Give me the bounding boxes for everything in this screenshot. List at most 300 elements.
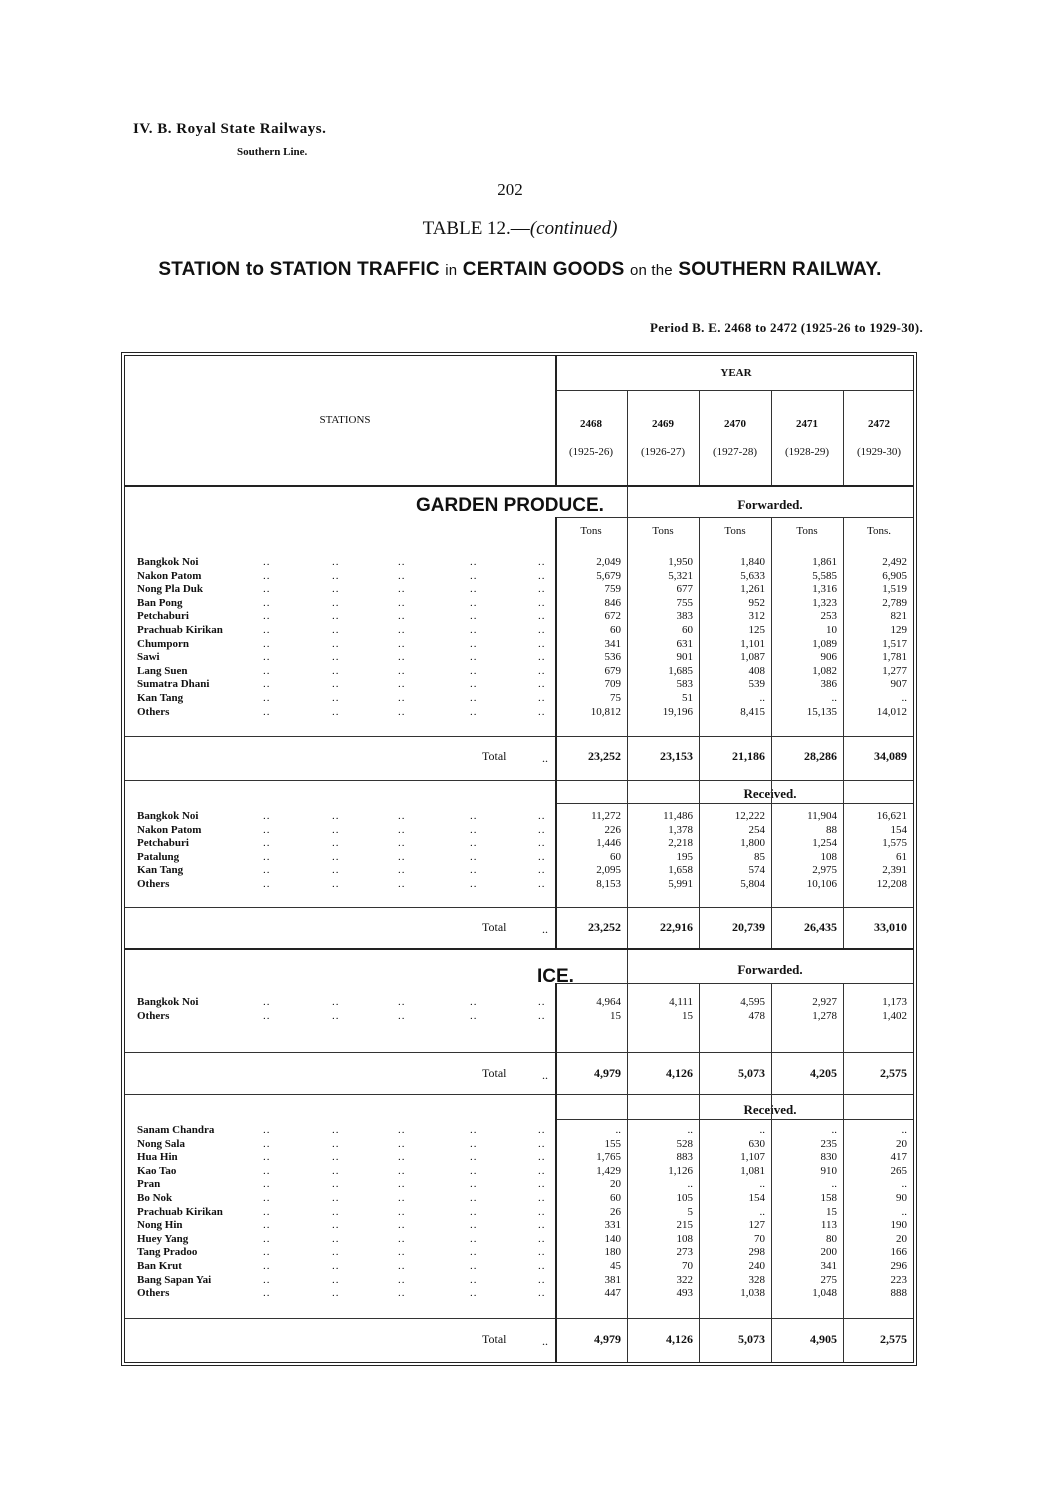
garden-fwd-leader-dots: .. <box>263 556 271 568</box>
garden-fwd-leader-dots: .. <box>332 624 340 636</box>
garden-fwd-cell-y2471: 10 <box>826 624 837 636</box>
ice-rec-leader-dots: .. <box>332 1287 340 1300</box>
garden-fwd-leader-dots: .. <box>332 596 340 609</box>
garden-fwd-leader-dots: .. <box>538 583 546 596</box>
rule-data-col4-ice <box>771 983 772 1362</box>
document-subheader: Southern Line. <box>237 146 308 158</box>
ice-rec-leader-dots: .. <box>332 1219 340 1232</box>
ice-rec-leader-dots: .. <box>263 1232 271 1245</box>
garden-rec-cell-y2469: 1,378 <box>668 823 693 836</box>
ice-rec-leader-dots: .. <box>538 1219 546 1232</box>
ice-rec-leader-dots: .. <box>538 1137 546 1150</box>
garden-fwd-leader-dots: .. <box>538 610 546 623</box>
ice-rec-cell-y2472: 20 <box>896 1232 907 1245</box>
ice-rec-cell-y2468: 45 <box>610 1260 621 1272</box>
garden-fwd-leader-dots: .. <box>538 624 546 636</box>
ice-rec-leader-dots: .. <box>538 1164 546 1177</box>
ice-fwd-cell-y2470: 478 <box>748 1009 765 1022</box>
ice-fwd-total-y2471: 4,205 <box>810 1066 837 1080</box>
ice-rec-leader-dots: .. <box>470 1205 478 1218</box>
ice-rec-leader-dots: .. <box>538 1246 546 1259</box>
garden-fwd-cell-y2472: 1,277 <box>882 664 907 677</box>
garden-fwd-cell-y2468: 341 <box>604 637 621 650</box>
garden-fwd-leader-dots: .. <box>332 556 340 568</box>
ice-rec-cell-y2470: 70 <box>754 1232 765 1245</box>
ice-fwd-total-label: Total <box>482 1066 507 1080</box>
garden-fwd-cell-y2472: 907 <box>890 678 907 691</box>
garden-fwd-leader-dots: .. <box>398 664 406 677</box>
ice-rec-leader-dots: .. <box>398 1151 406 1164</box>
ice-rec-cell-y2469: 883 <box>676 1151 693 1164</box>
garden-fwd-cell-y2469: 677 <box>676 583 693 596</box>
garden-fwd-cell-y2471: 1,089 <box>812 637 837 650</box>
ice-rec-cell-y2470: .. <box>759 1124 765 1136</box>
ice-rec-leader-dots: .. <box>398 1287 406 1300</box>
garden-fwd-cell-y2469: 631 <box>676 637 693 650</box>
garden-fwd-cell-y2472: 1,781 <box>882 651 907 664</box>
ice-rec-leader-dots: .. <box>470 1219 478 1232</box>
garden-rec-leader-dots: .. <box>470 850 478 863</box>
ice-rec-station-name: Hua Hin <box>137 1151 178 1164</box>
ice-rec-cell-y2468: 20 <box>610 1178 621 1191</box>
garden-rec-cell-y2468: 226 <box>604 823 621 836</box>
garden-fwd-leader-dots: .. <box>332 610 340 623</box>
unit-tons-4: Tons <box>796 525 818 537</box>
ice-fwd-leader-dots: .. <box>538 1009 546 1022</box>
year-ad-1927: (1927-28) <box>713 446 757 458</box>
garden-fwd-cell-y2471: 906 <box>820 651 837 664</box>
garden-rec-cell-y2472: 12,208 <box>876 878 907 890</box>
ice-rec-station-name: Ban Krut <box>137 1260 182 1272</box>
ice-rec-cell-y2471: 80 <box>826 1232 837 1245</box>
year-ad-1925: (1925-26) <box>569 446 613 458</box>
ice-rec-cell-y2470: 1,038 <box>740 1287 765 1300</box>
ice-rec-leader-dots: .. <box>332 1137 340 1150</box>
ice-rec-leader-dots: .. <box>470 1137 478 1150</box>
ice-rec-leader-dots: .. <box>332 1178 340 1191</box>
garden-fwd-cell-y2469: 901 <box>676 651 693 664</box>
garden-fwd-total-dots: .. <box>542 751 548 765</box>
garden-rec-cell-y2468: 2,095 <box>596 864 621 877</box>
ice-fwd-leader-dots: .. <box>470 996 478 1008</box>
garden-fwd-cell-y2471: 15,135 <box>806 705 837 718</box>
ice-rec-leader-dots: .. <box>263 1151 271 1164</box>
garden-rec-total-y2472: 33,010 <box>874 920 907 934</box>
rule-ice-rec <box>555 1119 913 1120</box>
garden-rec-cell-y2471: 2,975 <box>812 864 837 877</box>
garden-rec-total-y2468: 23,252 <box>588 920 621 934</box>
ice-rec-cell-y2471: 1,048 <box>812 1287 837 1300</box>
garden-fwd-leader-dots: .. <box>332 583 340 596</box>
ice-rec-cell-y2468: 331 <box>604 1219 621 1232</box>
garden-fwd-leader-dots: .. <box>398 569 406 582</box>
ice-rec-leader-dots: .. <box>538 1260 546 1272</box>
garden-fwd-leader-dots: .. <box>470 624 478 636</box>
ice-fwd-cell-y2472: 1,173 <box>882 996 907 1008</box>
garden-fwd-cell-y2470: 1,840 <box>740 556 765 568</box>
garden-rec-cell-y2471: 10,106 <box>806 878 837 890</box>
garden-fwd-cell-y2471: .. <box>831 692 837 704</box>
rule-data-col5-ice <box>843 983 844 1362</box>
garden-rec-cell-y2471: 1,254 <box>812 837 837 850</box>
ice-rec-cell-y2468: 140 <box>604 1232 621 1245</box>
garden-rec-leader-dots: .. <box>538 837 546 850</box>
ice-rec-leader-dots: .. <box>398 1219 406 1232</box>
garden-fwd-total-y2468: 23,252 <box>588 749 621 763</box>
garden-fwd-station-name: Kan Tang <box>137 692 184 704</box>
ice-rec-leader-dots: .. <box>398 1232 406 1245</box>
garden-fwd-station-name: Prachuab Kirikan <box>137 624 223 636</box>
rule-year <box>555 390 913 391</box>
garden-fwd-leader-dots: .. <box>470 678 478 691</box>
ice-rec-leader-dots: .. <box>263 1246 271 1259</box>
ice-rec-cell-y2470: .. <box>759 1178 765 1191</box>
garden-fwd-total-y2470: 21,186 <box>732 749 765 763</box>
garden-received-label: Received. <box>743 786 797 801</box>
garden-fwd-cell-y2468: 536 <box>604 651 621 664</box>
garden-rec-station-name: Petchaburi <box>137 837 189 850</box>
ice-rec-leader-dots: .. <box>398 1205 406 1218</box>
ice-rec-total-y2470: 5,073 <box>738 1332 765 1346</box>
rule-garden-rec-total-top <box>125 907 913 908</box>
garden-fwd-station-name: Sawi <box>137 651 160 664</box>
garden-fwd-cell-y2471: 1,316 <box>812 583 837 596</box>
garden-fwd-cell-y2471: 5,585 <box>812 569 837 582</box>
ice-rec-station-name: Kao Tao <box>137 1164 177 1177</box>
garden-rec-leader-dots: .. <box>263 810 271 822</box>
ice-rec-leader-dots: .. <box>470 1151 478 1164</box>
ice-rec-cell-y2469: 105 <box>676 1192 693 1204</box>
garden-fwd-cell-y2470: 312 <box>748 610 765 623</box>
garden-fwd-leader-dots: .. <box>470 705 478 718</box>
garden-rec-leader-dots: .. <box>263 823 271 836</box>
ice-rec-leader-dots: .. <box>470 1192 478 1204</box>
ice-rec-leader-dots: .. <box>538 1287 546 1300</box>
title-in: in <box>445 262 458 279</box>
ice-rec-total-y2468: 4,979 <box>594 1332 621 1346</box>
ice-fwd-total-y2472: 2,575 <box>880 1066 907 1080</box>
garden-rec-total-dots: .. <box>542 922 548 936</box>
garden-fwd-cell-y2468: 672 <box>604 610 621 623</box>
ice-rec-leader-dots: .. <box>398 1246 406 1259</box>
ice-rec-cell-y2470: 328 <box>748 1273 765 1286</box>
garden-rec-total-y2470: 20,739 <box>732 920 765 934</box>
garden-fwd-leader-dots: .. <box>470 556 478 568</box>
ice-fwd-leader-dots: .. <box>263 1009 271 1022</box>
garden-fwd-cell-y2471: 1,323 <box>812 596 837 609</box>
garden-rec-leader-dots: .. <box>538 810 546 822</box>
garden-fwd-cell-y2469: 60 <box>682 624 693 636</box>
garden-rec-leader-dots: .. <box>263 864 271 877</box>
ice-rec-cell-y2471: 275 <box>820 1273 837 1286</box>
ice-rec-leader-dots: .. <box>538 1124 546 1136</box>
garden-fwd-leader-dots: .. <box>538 651 546 664</box>
ice-fwd-cell-y2471: 1,278 <box>812 1009 837 1022</box>
ice-rec-leader-dots: .. <box>538 1232 546 1245</box>
garden-fwd-leader-dots: .. <box>398 610 406 623</box>
garden-rec-cell-y2471: 11,904 <box>807 810 837 822</box>
rule-col-3 <box>699 390 700 485</box>
garden-rec-cell-y2468: 1,446 <box>596 837 621 850</box>
garden-rec-station-name: Bangkok Noi <box>137 810 199 822</box>
ice-rec-station-name: Others <box>137 1287 170 1300</box>
garden-fwd-leader-dots: .. <box>538 569 546 582</box>
garden-rec-station-name: Nakon Patom <box>137 823 202 836</box>
garden-fwd-leader-dots: .. <box>470 610 478 623</box>
ice-rec-leader-dots: .. <box>398 1273 406 1286</box>
garden-fwd-leader-dots: .. <box>470 637 478 650</box>
garden-rec-leader-dots: .. <box>398 823 406 836</box>
ice-fwd-cell-y2469: 15 <box>682 1009 693 1022</box>
ice-rec-leader-dots: .. <box>332 1246 340 1259</box>
ice-fwd-leader-dots: .. <box>332 996 340 1008</box>
garden-fwd-cell-y2469: 51 <box>682 692 693 704</box>
garden-fwd-cell-y2468: 75 <box>610 692 621 704</box>
ice-fwd-total-y2468: 4,979 <box>594 1066 621 1080</box>
ice-fwd-cell-y2468: 4,964 <box>596 996 621 1008</box>
ice-rec-leader-dots: .. <box>398 1178 406 1191</box>
garden-rec-leader-dots: .. <box>398 837 406 850</box>
year-ad-1928: (1928-29) <box>785 446 829 458</box>
garden-rec-leader-dots: .. <box>538 850 546 863</box>
garden-fwd-cell-y2471: 1,082 <box>812 664 837 677</box>
garden-fwd-cell-y2468: 759 <box>604 583 621 596</box>
ice-fwd-leader-dots: .. <box>332 1009 340 1022</box>
garden-fwd-cell-y2469: 383 <box>676 610 693 623</box>
ice-rec-leader-dots: .. <box>538 1178 546 1191</box>
ice-rec-cell-y2471: 235 <box>820 1137 837 1150</box>
garden-rec-leader-dots: .. <box>332 823 340 836</box>
garden-fwd-leader-dots: .. <box>398 651 406 664</box>
table-label <box>360 218 680 240</box>
garden-fwd-leader-dots: .. <box>263 692 271 704</box>
garden-rec-leader-dots: .. <box>470 837 478 850</box>
ice-rec-cell-y2469: 1,126 <box>668 1164 693 1177</box>
garden-rec-leader-dots: .. <box>398 850 406 863</box>
garden-rec-leader-dots: .. <box>332 864 340 877</box>
ice-rec-leader-dots: .. <box>263 1260 271 1272</box>
ice-rec-leader-dots: .. <box>470 1287 478 1300</box>
ice-rec-leader-dots: .. <box>538 1205 546 1218</box>
garden-fwd-cell-y2471: 1,861 <box>812 556 837 568</box>
ice-rec-cell-y2471: 158 <box>820 1192 837 1204</box>
garden-fwd-cell-y2469: 583 <box>676 678 693 691</box>
rule-garden-fwd-total-bottom <box>125 780 913 781</box>
ice-rec-cell-y2471: 910 <box>820 1164 837 1177</box>
rule-ice-title <box>627 950 628 984</box>
ice-received-label: Received. <box>743 1102 797 1117</box>
ice-rec-cell-y2472: 190 <box>890 1219 907 1232</box>
title-part-b: CERTAIN GOODS <box>462 259 625 280</box>
page-number: 202 <box>497 180 523 199</box>
rule-col-2 <box>627 390 628 485</box>
ice-rec-cell-y2469: 273 <box>676 1246 693 1259</box>
ice-rec-total-y2469: 4,126 <box>666 1332 693 1346</box>
garden-rec-cell-y2469: 1,658 <box>668 864 693 877</box>
garden-fwd-cell-y2472: 821 <box>890 610 907 623</box>
garden-rec-leader-dots: .. <box>470 864 478 877</box>
ice-rec-station-name: Nong Hin <box>137 1219 183 1232</box>
ice-rec-cell-y2472: 90 <box>896 1192 907 1204</box>
ice-rec-leader-dots: .. <box>332 1205 340 1218</box>
ice-rec-cell-y2468: 447 <box>604 1287 621 1300</box>
ice-rec-cell-y2472: 888 <box>890 1287 907 1300</box>
year-be-2468: 2468 <box>580 418 602 430</box>
ice-rec-leader-dots: .. <box>398 1192 406 1204</box>
garden-rec-total-y2469: 22,916 <box>660 920 693 934</box>
garden-fwd-leader-dots: .. <box>263 705 271 718</box>
garden-fwd-leader-dots: .. <box>263 569 271 582</box>
garden-rec-cell-y2469: 2,218 <box>668 837 693 850</box>
ice-rec-cell-y2470: 1,081 <box>740 1164 765 1177</box>
garden-fwd-leader-dots: .. <box>538 637 546 650</box>
rule-col-4 <box>771 390 772 485</box>
ice-rec-leader-dots: .. <box>470 1164 478 1177</box>
ice-rec-cell-y2468: 26 <box>610 1205 621 1218</box>
garden-rec-cell-y2470: 574 <box>748 864 765 877</box>
garden-fwd-leader-dots: .. <box>470 692 478 704</box>
garden-fwd-leader-dots: .. <box>470 583 478 596</box>
garden-rec-cell-y2470: 12,222 <box>734 810 765 822</box>
garden-fwd-cell-y2470: 1,087 <box>740 651 765 664</box>
garden-fwd-cell-y2470: 539 <box>748 678 765 691</box>
ice-rec-cell-y2469: .. <box>687 1124 693 1136</box>
ice-rec-total-y2472: 2,575 <box>880 1332 907 1346</box>
ice-rec-leader-dots: .. <box>263 1137 271 1150</box>
ice-rec-leader-dots: .. <box>263 1192 271 1204</box>
ice-rec-station-name: Prachuab Kirikan <box>137 1205 223 1218</box>
ice-rec-cell-y2472: 20 <box>896 1137 907 1150</box>
ice-rec-cell-y2470: 630 <box>748 1137 765 1150</box>
rule-garden-rec <box>555 803 913 804</box>
garden-fwd-leader-dots: .. <box>398 678 406 691</box>
garden-fwd-leader-dots: .. <box>470 664 478 677</box>
garden-rec-leader-dots: .. <box>332 878 340 890</box>
garden-fwd-station-name: Nakon Patom <box>137 569 202 582</box>
garden-rec-cell-y2470: 1,800 <box>740 837 765 850</box>
ice-rec-cell-y2471: 830 <box>820 1151 837 1164</box>
ice-fwd-total-y2469: 4,126 <box>666 1066 693 1080</box>
ice-rec-total-dots: .. <box>542 1334 548 1348</box>
garden-fwd-cell-y2472: 2,492 <box>882 556 907 568</box>
garden-rec-leader-dots: .. <box>332 837 340 850</box>
unit-tons-2: Tons <box>652 525 674 537</box>
ice-rec-cell-y2472: 417 <box>890 1151 907 1164</box>
rule-data-divider-ice <box>555 983 557 1362</box>
ice-fwd-cell-y2470: 4,595 <box>740 996 765 1008</box>
garden-fwd-cell-y2472: .. <box>901 692 907 704</box>
ice-rec-leader-dots: .. <box>470 1260 478 1272</box>
garden-rec-cell-y2469: 195 <box>676 850 693 863</box>
garden-rec-cell-y2470: 5,804 <box>740 878 765 890</box>
garden-fwd-leader-dots: .. <box>332 678 340 691</box>
ice-fwd-station-name: Bangkok Noi <box>137 996 199 1008</box>
ice-fwd-leader-dots: .. <box>263 996 271 1008</box>
year-be-2471: 2471 <box>796 418 818 430</box>
garden-fwd-leader-dots: .. <box>263 596 271 609</box>
ice-rec-leader-dots: .. <box>538 1273 546 1286</box>
ice-rec-leader-dots: .. <box>470 1273 478 1286</box>
section-title-garden: GARDEN PRODUCE. <box>416 495 604 516</box>
ice-rec-leader-dots: .. <box>263 1164 271 1177</box>
ice-rec-cell-y2470: 127 <box>748 1219 765 1232</box>
ice-rec-cell-y2469: 493 <box>676 1287 693 1300</box>
ice-rec-leader-dots: .. <box>263 1178 271 1191</box>
year-ad-1929: (1929-30) <box>857 446 901 458</box>
ice-rec-leader-dots: .. <box>332 1260 340 1272</box>
garden-rec-cell-y2472: 16,621 <box>876 810 907 822</box>
garden-fwd-leader-dots: .. <box>332 651 340 664</box>
table-title <box>80 259 960 281</box>
garden-fwd-cell-y2469: 1,950 <box>668 556 693 568</box>
garden-rec-leader-dots: .. <box>263 837 271 850</box>
ice-rec-cell-y2468: .. <box>615 1124 621 1136</box>
ice-rec-leader-dots: .. <box>263 1287 271 1300</box>
garden-fwd-leader-dots: .. <box>263 678 271 691</box>
garden-rec-cell-y2468: 11,272 <box>591 810 621 822</box>
ice-rec-cell-y2468: 60 <box>610 1192 621 1204</box>
ice-rec-station-name: Bang Sapan Yai <box>137 1273 212 1286</box>
garden-rec-leader-dots: .. <box>470 823 478 836</box>
section-title-ice: ICE. <box>537 966 574 987</box>
ice-rec-leader-dots: .. <box>263 1205 271 1218</box>
garden-rec-cell-y2470: 85 <box>754 850 765 863</box>
ice-rec-leader-dots: .. <box>332 1164 340 1177</box>
ice-rec-cell-y2472: .. <box>901 1178 907 1191</box>
ice-rec-cell-y2472: .. <box>901 1205 907 1218</box>
ice-rec-total-y2471: 4,905 <box>810 1332 837 1346</box>
rule-col-5 <box>843 390 844 485</box>
garden-fwd-station-name: Bangkok Noi <box>137 556 199 568</box>
ice-rec-cell-y2468: 381 <box>604 1273 621 1286</box>
garden-fwd-leader-dots: .. <box>263 637 271 650</box>
ice-rec-cell-y2471: .. <box>831 1124 837 1136</box>
garden-fwd-leader-dots: .. <box>263 664 271 677</box>
garden-rec-cell-y2472: 154 <box>890 823 907 836</box>
garden-fwd-leader-dots: .. <box>398 583 406 596</box>
rule-data-col2-ice <box>627 983 628 1362</box>
rule-ice-fwd <box>555 983 913 984</box>
rule-data-col4-garden <box>771 517 772 948</box>
garden-fwd-cell-y2468: 60 <box>610 624 621 636</box>
ice-rec-station-name: Bo Nok <box>137 1192 173 1204</box>
garden-fwd-cell-y2471: 253 <box>820 610 837 623</box>
ice-rec-leader-dots: .. <box>263 1124 271 1136</box>
rule-ice-fwd-total-bottom <box>125 1094 913 1095</box>
garden-fwd-cell-y2468: 846 <box>604 596 621 609</box>
garden-rec-cell-y2470: 254 <box>748 823 765 836</box>
garden-fwd-leader-dots: .. <box>398 556 406 568</box>
garden-rec-leader-dots: .. <box>332 850 340 863</box>
ice-rec-cell-y2469: 108 <box>676 1232 693 1245</box>
garden-rec-cell-y2468: 8,153 <box>596 878 621 890</box>
year-ad-1926: (1926-27) <box>641 446 685 458</box>
year-header: YEAR <box>720 367 752 379</box>
ice-rec-cell-y2471: 15 <box>826 1205 837 1218</box>
garden-fwd-station-name: Ban Pong <box>137 596 183 609</box>
garden-rec-leader-dots: .. <box>398 810 406 822</box>
ice-rec-leader-dots: .. <box>398 1124 406 1136</box>
table-label-continued: (continued) <box>529 218 618 239</box>
ice-rec-leader-dots: .. <box>398 1137 406 1150</box>
garden-fwd-leader-dots: .. <box>470 651 478 664</box>
ice-rec-cell-y2468: 180 <box>604 1246 621 1259</box>
rule-data-col5-garden <box>843 517 844 948</box>
document-header: IV. B. Royal State Railways. <box>133 121 327 137</box>
ice-rec-station-name: Huey Yang <box>137 1232 189 1245</box>
garden-fwd-cell-y2471: 386 <box>820 678 837 691</box>
garden-fwd-leader-dots: .. <box>398 624 406 636</box>
